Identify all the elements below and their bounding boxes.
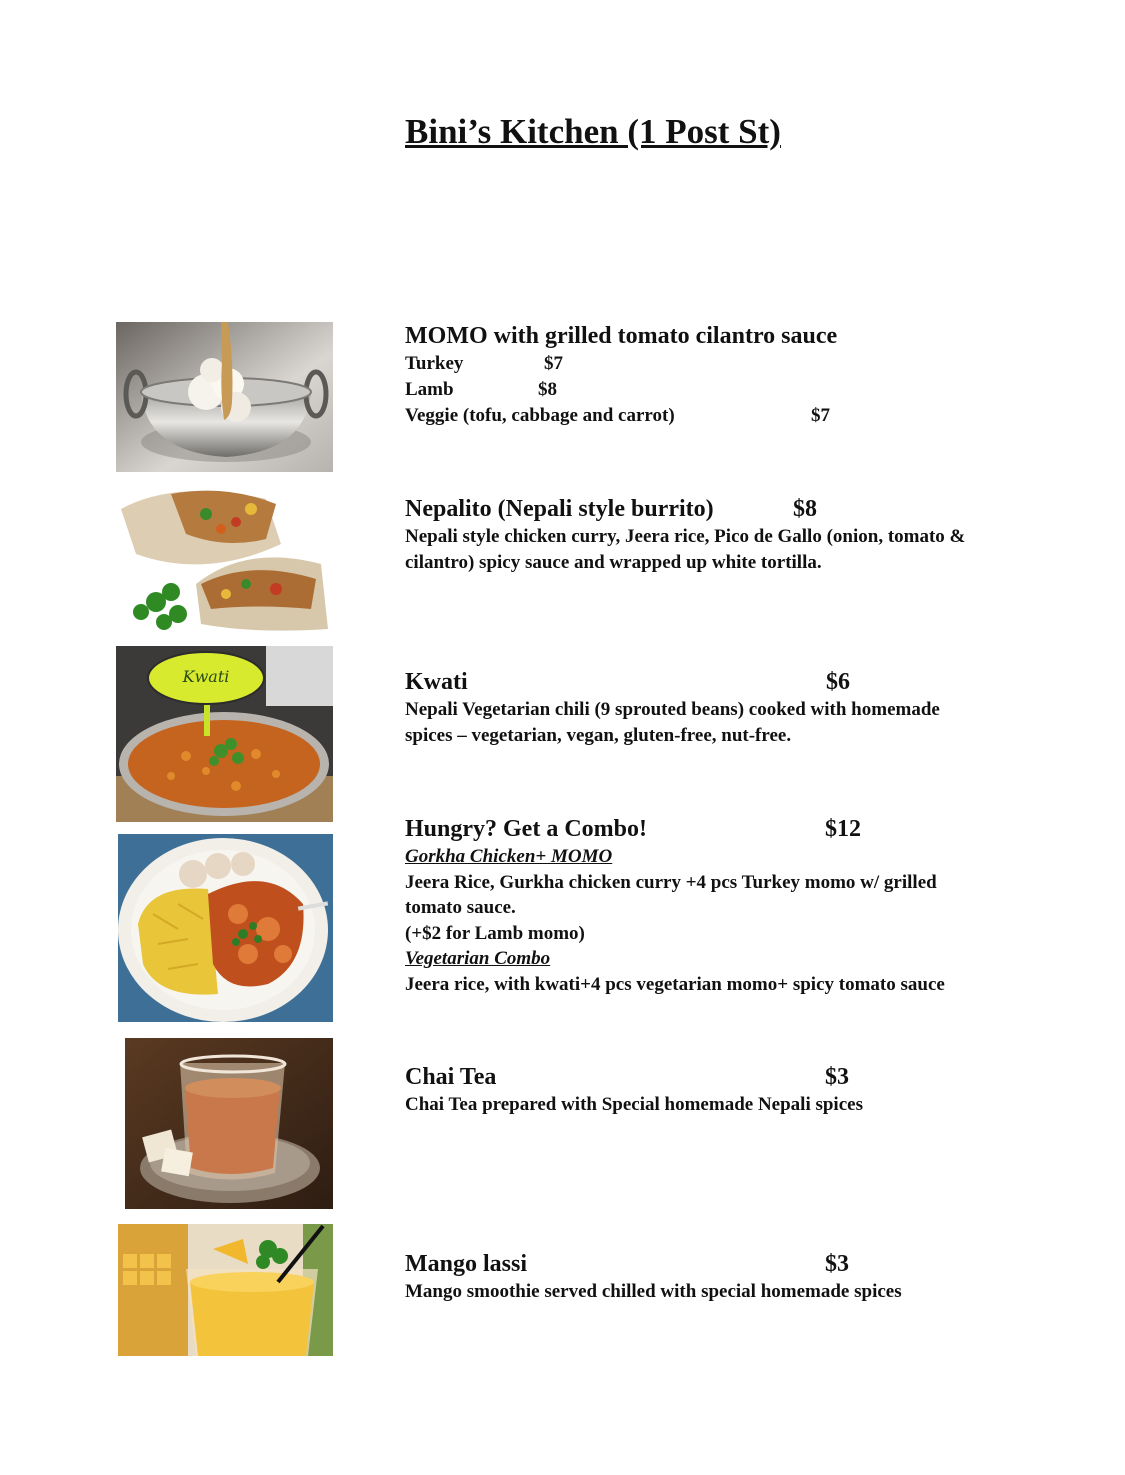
item-description: Mango smoothie served chilled with special homemade spices bbox=[405, 1281, 902, 1302]
chai-tea-photo bbox=[125, 1038, 333, 1209]
menu-item-mango-lassi bbox=[405, 1249, 1025, 1305]
combo-gorkha-note: (+$2 for Lamb momo) bbox=[405, 922, 585, 944]
menu-item-kwati bbox=[405, 667, 1025, 748]
item-price: $3 bbox=[825, 1064, 849, 1090]
menu-item-combo bbox=[405, 814, 1025, 997]
option-lamb bbox=[405, 377, 1025, 403]
option-label: Turkey bbox=[405, 353, 464, 374]
item-name: Nepalito (Nepali style burrito) bbox=[405, 496, 714, 522]
combo-vegetarian-title: Vegetarian Combo bbox=[405, 948, 551, 969]
item-name: Kwati bbox=[405, 669, 468, 695]
menu-item-chai-tea bbox=[405, 1062, 1025, 1118]
option-price: $7 bbox=[811, 405, 830, 426]
kwati-sign-text: Kwati bbox=[182, 667, 230, 686]
option-label: Veggie (tofu, cabbage and carrot) bbox=[405, 405, 675, 426]
item-price: $6 bbox=[826, 669, 850, 695]
item-name: Mango lassi bbox=[405, 1251, 528, 1277]
item-price: $8 bbox=[793, 496, 817, 522]
nepalito-burrito-photo bbox=[116, 484, 333, 634]
momo-photo bbox=[116, 322, 333, 472]
kwati-photo bbox=[116, 646, 333, 822]
combo-plate-photo bbox=[118, 834, 333, 1022]
menu-item-momo bbox=[405, 321, 1025, 429]
item-description: Chai Tea prepared with Special homemade Nepali spices bbox=[405, 1094, 863, 1115]
mango-lassi-photo bbox=[118, 1224, 333, 1356]
item-name: Hungry? Get a Combo! bbox=[405, 816, 647, 842]
option-price: $8 bbox=[538, 379, 557, 400]
combo-gorkha-description: Jeera Rice, Gurkha chicken curry +4 pcs Turkey momo w/ grilled tomato sauce. bbox=[405, 871, 937, 918]
menu-item-nepalito bbox=[405, 494, 1025, 575]
option-turkey bbox=[405, 351, 1025, 377]
item-price: $12 bbox=[825, 816, 861, 842]
item-price: $3 bbox=[825, 1251, 849, 1277]
item-name: Chai Tea bbox=[405, 1064, 497, 1090]
item-description: Nepali style chicken curry, Jeera rice, Pico de Gallo (onion, tomato & cilantro) spicy sauce and wrapped up white tortilla. bbox=[405, 526, 966, 573]
item-name: MOMO with grilled tomato cilantro sauce bbox=[405, 323, 838, 349]
option-veggie bbox=[405, 403, 1025, 429]
combo-gorkha-title: Gorkha Chicken+ MOMO bbox=[405, 846, 613, 867]
item-description: Nepali Vegetarian chili (9 sprouted beans) cooked with homemade spices – vegetarian, vegan, gluten-free, nut-free. bbox=[405, 699, 940, 746]
option-label: Lamb bbox=[405, 379, 454, 400]
option-price: $7 bbox=[544, 353, 563, 374]
combo-vegetarian-description: Jeera rice, with kwati+4 pcs vegetarian momo+ spicy tomato sauce bbox=[405, 973, 945, 995]
page-title: Bini’s Kitchen (1 Post St) bbox=[405, 112, 781, 151]
